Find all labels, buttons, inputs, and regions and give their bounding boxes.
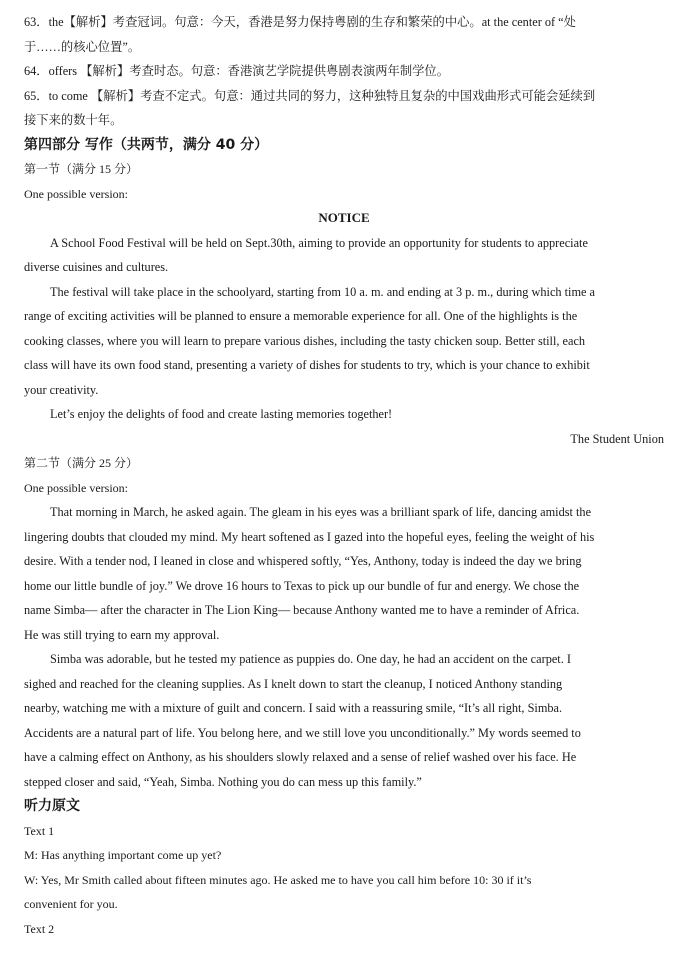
listening-text1-label: Text 1	[24, 823, 55, 838]
story-p1-line-1: That morning in March, he asked again. The gleam in his eyes was a brilliant spark of life, dancing amidst the	[50, 505, 592, 519]
notice-title: NOTICE	[318, 210, 370, 225]
notice-p2-line-3: cooking classes, where you will learn to prepare various dishes, including the tasty chicken soup. Better still, each	[24, 333, 586, 348]
listening-w-line-2: convenient for you.	[24, 897, 118, 911]
answer-65-line-1: 65．to come 【解析】考查不定式。句意：通过共同的努力，这种独特且复杂的中国戏曲形式可能会延续到	[24, 88, 596, 103]
section2-label: 第二节（满分 25 分）	[24, 456, 139, 470]
notice-p2-line-5: your creativity.	[24, 382, 99, 397]
answer-63-line-2: 于……的核心位置”。	[24, 39, 141, 54]
story-p2-line-3: nearby, watching me with a mixture of guilt and concern. I said with a reassuring smile, “It’s all right, Simba.	[24, 701, 563, 715]
listening-text2-label: Text 2	[24, 921, 55, 936]
listening-heading: 听力原文	[24, 798, 80, 814]
story-p1-line-6: He was still trying to earn my approval.	[24, 627, 220, 642]
listening-m-line: M: Has anything important come up yet?	[24, 848, 222, 862]
notice-p3-line-1: Let’s enjoy the delights of food and create lasting memories together!	[50, 407, 393, 421]
notice-p1-line-2: diverse cuisines and cultures.	[24, 260, 169, 274]
section1-label: 第一节（满分 15 分）	[24, 162, 139, 176]
section2-version: One possible version:	[24, 480, 128, 495]
notice-signature: The Student Union	[570, 431, 664, 446]
story-p2-line-5: have a calming effect on Anthony, as his shoulders slowly relaxed and a sense of relief washed over his face. He	[24, 750, 577, 764]
answer-63-line-1: 63．the【解析】考查冠词。句意：今天，香港是努力保持粤剧的生存和繁荣的中心。at the center of “处	[24, 15, 576, 29]
story-p2-line-2: sighed and reached for the cleaning supplies. As I knelt down to start the cleanup, I noticed Anthony standing	[24, 676, 563, 691]
notice-p1-line-1: A School Food Festival will be held on Sept.30th, aiming to provide an opportunity for students to appreciate	[50, 235, 588, 250]
story-p2-line-1: Simba was adorable, but he tested my patience as puppies do. One day, he had an accident on the carpet. I	[50, 652, 571, 666]
story-p1-line-4: home our little bundle of joy.” We drove 16 hours to Texas to pick up our bundle of fur and energy. We chose the	[24, 578, 580, 593]
story-p1-line-2: lingering doubts that clouded my mind. My heart softened as I gazed into the hopeful eyes, feeling the weight of his	[24, 529, 595, 544]
notice-p2-line-2: range of exciting activities will be planned to ensure a memorable experience for all. One of the highlights is the	[24, 309, 578, 323]
story-p1-line-5: name Simba— after the character in The Lion King— because Anthony wanted me to have a reminder of Africa.	[24, 603, 580, 617]
listening-w-line-1: W: Yes, Mr Smith called about fifteen minutes ago. He asked me to have you call him before 10: 30 if it’s	[24, 872, 532, 887]
answer-64-line-1: 64．offers 【解析】考查时态。句意：香港演艺学院提供粤剧表演两年制学位。	[24, 64, 450, 78]
section1-version: One possible version:	[24, 186, 128, 201]
story-p2-line-6: stepped closer and said, “Yeah, Simba. Nothing you do can mess up this family.”	[24, 774, 422, 789]
notice-p2-line-4: class will have its own food stand, presenting a variety of dishes for students to try, which is your chance to exhibit	[24, 358, 590, 372]
story-p1-line-3: desire. With a tender nod, I leaned in close and whispered softly, “Yes, Anthony, today is indeed the day we bring	[24, 554, 582, 568]
story-p2-line-4: Accidents are a natural part of life. You belong here, and we still love you unconditionally.” My words seemed to	[24, 725, 581, 740]
document-page	[24, 10, 664, 941]
answer-65-line-2: 接下来的数十年。	[24, 113, 123, 127]
part4-heading: 第四部分 写作（共两节，满分 40 分）	[24, 136, 269, 153]
notice-p2-line-1: The festival will take place in the schoolyard, starting from 10 a. m. and ending at 3 p. m., during which time a	[50, 284, 596, 299]
